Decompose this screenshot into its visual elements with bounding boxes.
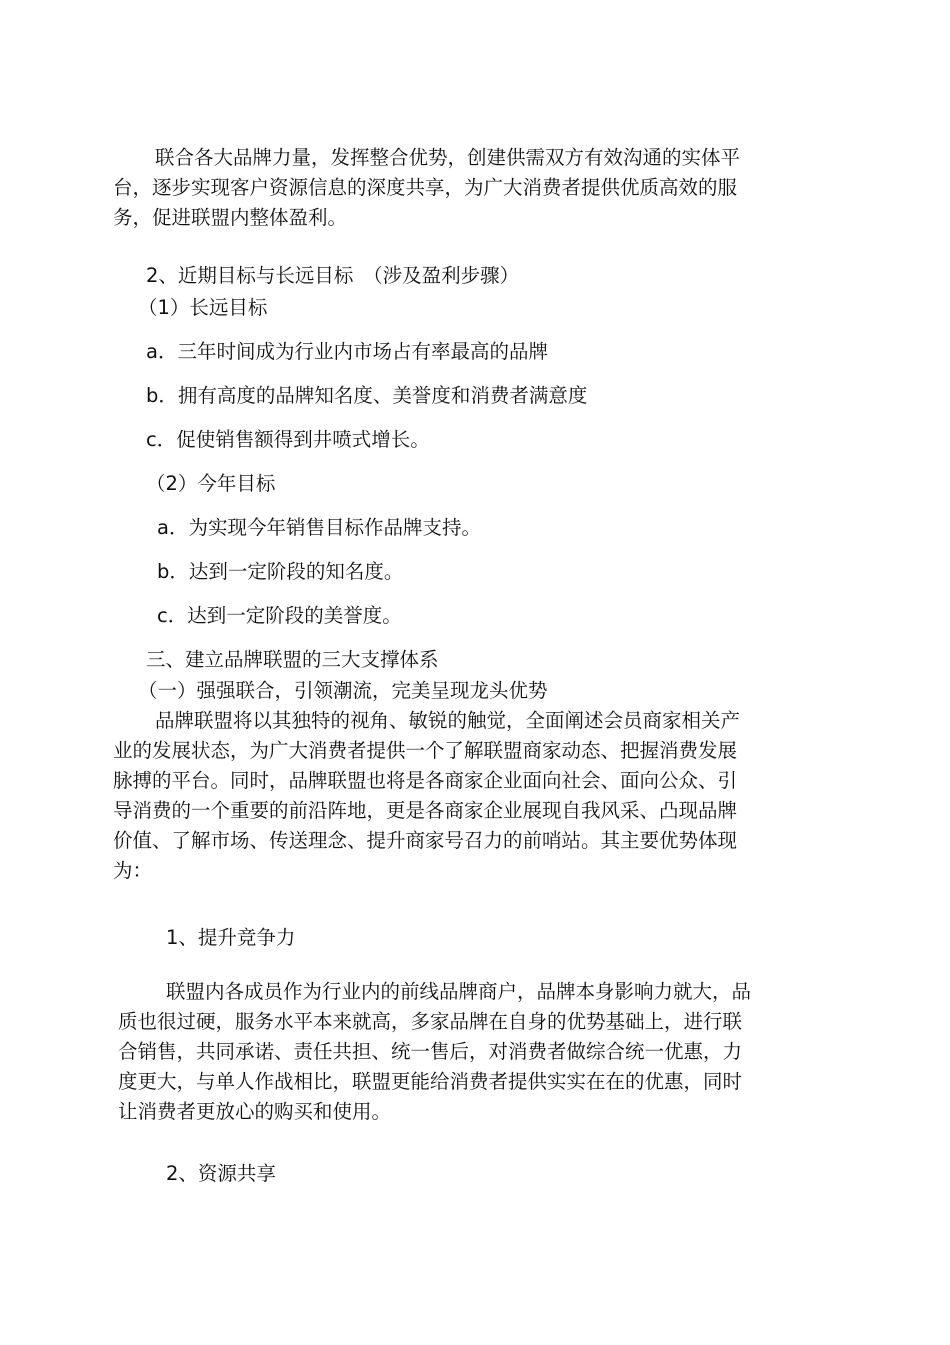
this-year-item: a．为实现今年销售目标作品牌支持。 xyxy=(157,516,481,539)
long-term-item: a．三年时间成为行业内市场占有率最高的品牌 xyxy=(146,340,548,363)
point1-title: 1、提升竞争力 xyxy=(166,926,296,949)
intro-line: 务，促进联盟内整体盈利。 xyxy=(113,206,348,229)
point2-title: 2、资源共享 xyxy=(166,1162,276,1185)
long-term-item: c．促使销售额得到井喷式增长。 xyxy=(146,428,430,451)
intro-line: 台，逐步实现客户资源信息的深度共享，为广大消费者提供优质高效的服 xyxy=(113,176,738,199)
point1-paragraph xyxy=(118,977,751,1127)
this-year-title: （2）今年目标 xyxy=(146,472,276,495)
section3-line: 为： xyxy=(113,859,153,882)
section3-subheading: （一）强强联合，引领潮流，完美呈现龙头优势 xyxy=(138,679,548,702)
section3-paragraph xyxy=(113,706,740,886)
section3-line: 脉搏的平台。同时，品牌联盟也将是各商家企业面向社会、面向公众、引 xyxy=(113,769,738,792)
point1-line: 合销售，共同承诺、责任共担、统一售后，对消费者做综合统一优惠，力 xyxy=(118,1040,743,1063)
section3-line: 业的发展状态，为广大消费者提供一个了解联盟商家动态、把握消费发展 xyxy=(113,739,738,762)
section3-line: 导消费的一个重要的前沿阵地，更是各商家企业展现自我风采、凸现品牌 xyxy=(113,799,738,822)
point1-line: 联盟内各成员作为行业内的前线品牌商户，品牌本身影响力就大，品 xyxy=(166,980,752,1003)
point1-line: 让消费者更放心的购买和使用。 xyxy=(118,1100,392,1123)
section3-line: 品牌联盟将以其独特的视角、敏锐的触觉，全面阐述会员商家相关产 xyxy=(155,709,741,732)
section3-line: 价值、了解市场、传送理念、提升商家号召力的前哨站。其主要优势体现 xyxy=(113,829,738,852)
long-term-title: （1）长远目标 xyxy=(138,296,268,319)
this-year-item: b．达到一定阶段的知名度。 xyxy=(157,560,404,583)
point1-line: 度更大，与单人作战相比，联盟更能给消费者提供实实在在的优惠，同时 xyxy=(118,1070,743,1093)
section3-heading: 三、建立品牌联盟的三大支撑体系 xyxy=(146,648,439,671)
long-term-item: b．拥有高度的品牌知名度、美誉度和消费者满意度 xyxy=(146,384,588,407)
this-year-item: c．达到一定阶段的美誉度。 xyxy=(157,604,402,627)
point1-line: 质也很过硬，服务水平本来就高，多家品牌在自身的优势基础上，进行联 xyxy=(118,1010,743,1033)
intro-paragraph xyxy=(113,143,740,233)
goals-heading: 2、近期目标与长远目标 （涉及盈利步骤） xyxy=(146,264,520,287)
intro-line: 联合各大品牌力量，发挥整合优势，创建供需双方有效沟通的实体平 xyxy=(155,146,741,169)
